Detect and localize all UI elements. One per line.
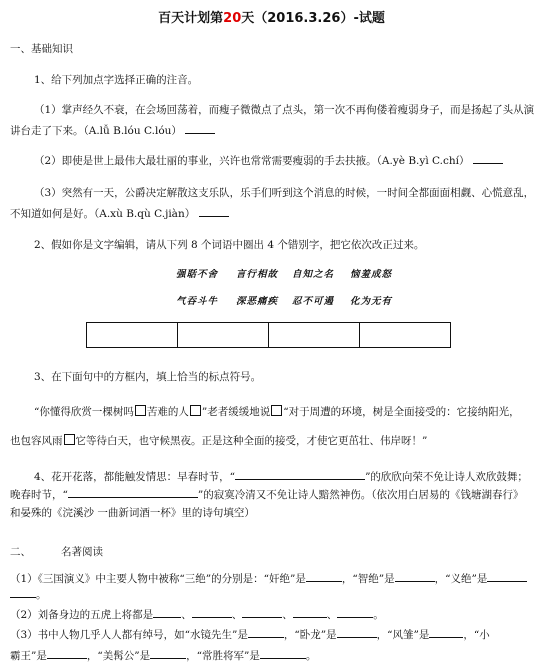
answer-blank[interactable]: [185, 123, 215, 134]
question-1-2: [34, 153, 503, 168]
word-item[interactable]: 深恶痛疾: [236, 296, 279, 307]
page-title: [0, 7, 543, 26]
answer-blank[interactable]: [473, 153, 503, 164]
question-3-stem: 3、在下面句中的方框内，填上恰当的标点符号。: [34, 371, 262, 383]
q3-text: “对于周遭的环境，树是全面接受的：它接纳阳光，: [283, 406, 520, 418]
answer-blank[interactable]: [150, 648, 186, 659]
question-1-2-text: （2）即使是世上最伟大最壮丽的事业，兴许也常常需要瘦弱的手去扶掖。（A.yè B.yì C.chí）: [34, 155, 470, 167]
section-heading-basics: 一、基础知识: [10, 43, 73, 55]
answer-blank[interactable]: [10, 587, 36, 598]
answer-cell[interactable]: [87, 323, 178, 347]
section-2-number: 二、: [10, 546, 31, 558]
answer-blank[interactable]: [153, 607, 181, 618]
question-4-line1: [34, 469, 528, 484]
q5-text: ，“风雏”是: [376, 629, 430, 641]
answer-blank[interactable]: [192, 607, 232, 618]
q3-text: “你懂得欣赏一棵树吗: [34, 406, 134, 418]
question-2-stem: 2、假如你是文字编辑，请从下列 8 个词语中圈出 4 个错别字，把它依次改正过来。: [34, 239, 425, 251]
title-prefix: 百天计划第: [158, 11, 224, 26]
section-2-name: 名著阅读: [61, 546, 103, 558]
q5-text: 。: [305, 650, 317, 662]
answer-blank[interactable]: [260, 648, 306, 659]
q5-text: 。: [36, 589, 47, 601]
question-4-line2: [10, 487, 524, 502]
answer-blank[interactable]: [395, 571, 435, 582]
answer-blank[interactable]: [235, 469, 365, 480]
question-3-line1: [34, 404, 520, 419]
question-1-1-options: 讲台走了下来。（A.lǚ B.lóu C.lóu）: [10, 125, 182, 137]
answer-blank[interactable]: [306, 571, 342, 582]
answer-blank[interactable]: [68, 487, 198, 498]
word-item[interactable]: 强聒不舍: [176, 269, 219, 280]
question-5-3-line1: [10, 627, 490, 642]
answer-blank[interactable]: [429, 627, 463, 638]
answer-blank[interactable]: [199, 206, 229, 217]
q3-text: 也包容风雨: [10, 435, 63, 447]
answer-blank[interactable]: [248, 627, 284, 638]
question-1-stem: 1、给下列加点字选择正确的注音。: [34, 74, 199, 86]
punctuation-box[interactable]: [135, 405, 146, 416]
q4-text: 4、花开花落，都能触发情思：早春时节，“: [34, 471, 236, 483]
punctuation-box[interactable]: [271, 405, 282, 416]
question-5-1-line1: [10, 571, 527, 586]
q5-text: （3）书中人物几乎人人都有绰号，如“水镜先生”是: [10, 629, 248, 641]
question-1-3-options: 不知道如何是好。（A.xù B.qù C.jiàn）: [10, 208, 196, 220]
punctuation-box[interactable]: [190, 405, 201, 416]
word-item[interactable]: 化为无有: [350, 296, 393, 307]
question-5-2: （2）刘备身边的五虎上将都是 、 、 、 、 。: [10, 609, 384, 621]
q5-text: （1）《三国演义》中主要人物中被称“三绝”的分别是：“奸绝”是: [10, 573, 306, 585]
answer-cell[interactable]: [360, 323, 450, 347]
answer-grid: [86, 322, 451, 348]
word-item[interactable]: 恼羞成怒: [350, 269, 393, 280]
title-suffix: 天（2016.3.26）-试题: [241, 11, 385, 26]
q5-text: ，“小: [463, 629, 490, 641]
q5-text: ，“美髯公”是: [86, 650, 151, 662]
question-5-3-line2: [10, 648, 316, 663]
q3-text: ”老者缓缓地说: [201, 406, 271, 418]
q5-text: ，“智绝”是: [341, 573, 395, 585]
q4-text: 晚春时节，“: [10, 489, 68, 501]
answer-blank[interactable]: [337, 627, 377, 638]
answer-cell[interactable]: [269, 323, 360, 347]
question-1-3-line2: [10, 206, 229, 221]
title-day: 20: [223, 11, 242, 26]
q3-text: 它等待白天，也守候黑夜。正是这种全面的接受，才使它更茁壮、伟岸呀！”: [75, 435, 428, 447]
word-item[interactable]: 自知之名: [292, 269, 335, 280]
punctuation-box[interactable]: [64, 434, 75, 445]
question-1-1-line1: （1）掌声经久不衰，在会场回荡着，而瘦子微微点了点头，第一次不再佝偻着瘦弱身子，而是扬起了头从演: [34, 104, 535, 116]
q4-text: ”的寂寞冷清又不免让诗人黯然神伤。（依次用白居易的《钱塘湖春行》: [197, 489, 524, 501]
word-item[interactable]: 气吞斗牛: [176, 296, 219, 307]
question-1-1-line2: [10, 123, 215, 138]
word-item[interactable]: 言行相故: [236, 269, 279, 280]
question-3-line2: [10, 433, 427, 448]
answer-blank[interactable]: [487, 571, 527, 582]
question-1-3-line1: （3）突然有一天，公爵决定解散这支乐队，乐手们听到这个消息的时候，一时间全都面面相觑、心慌意乱，: [34, 187, 535, 199]
answer-blank[interactable]: [242, 607, 282, 618]
q3-text: 苦难的人: [146, 406, 189, 418]
q5-text: ，“义绝”是: [434, 573, 488, 585]
answer-blank[interactable]: [47, 648, 87, 659]
question-5-1-line2: [10, 587, 47, 602]
answer-blank[interactable]: [293, 607, 327, 618]
question-4-line3: 和晏殊的《浣溪沙 一曲新词酒一杯》里的诗句填空）: [10, 507, 255, 519]
answer-cell[interactable]: [178, 323, 269, 347]
word-item[interactable]: 忍不可遏: [292, 296, 335, 307]
section-heading-classics: [10, 544, 103, 559]
answer-blank[interactable]: [337, 607, 373, 618]
q5-text: 。: [373, 609, 384, 621]
q4-text: ”的欣欣向荣不免让诗人欢欣鼓舞；: [365, 471, 528, 483]
q5-text: （2）刘备身边的五虎上将都是: [10, 609, 154, 621]
q5-text: ，“卧龙”是: [283, 629, 337, 641]
q5-text: 霸王”是: [10, 650, 47, 662]
q5-text: ，“常胜将军”是: [186, 650, 260, 662]
